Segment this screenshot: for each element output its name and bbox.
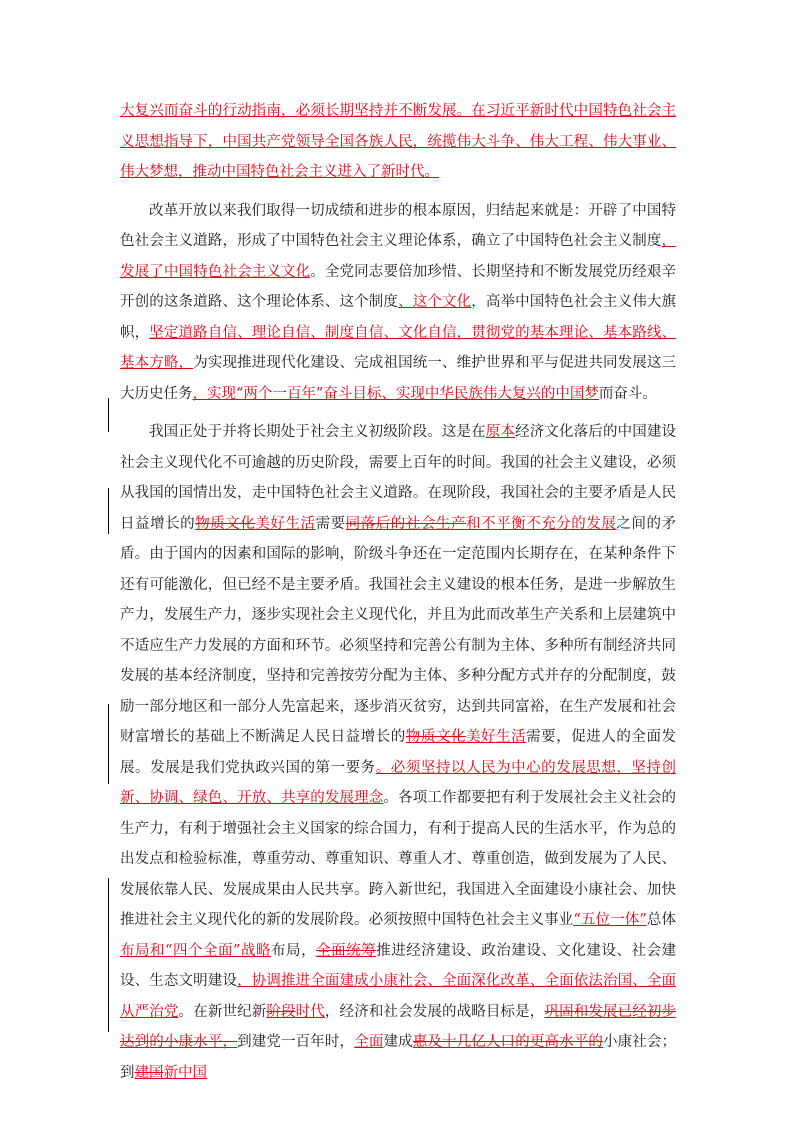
text-run: 为实现推进现代化建设、完成祖国统一、维护世界和平与促进共同发展这三大历史任务 — [120, 355, 677, 402]
text-run: 到建党一百年时， — [237, 1034, 355, 1050]
inserted-text: 美好生活 — [465, 729, 527, 745]
inserted-text: ，实现“两个一百年”奋斗目标、实现中华民族伟大复兴的中国梦 — [192, 385, 599, 402]
text-run: 。全党同志要倍加珍惜、长期坚持和不断发展党历经艰辛开创的这条道路、这个理论体系、这个制度 — [120, 263, 677, 310]
revision-bar — [108, 704, 109, 784]
inserted-text: 新中国 — [163, 1064, 207, 1081]
paragraph — [120, 96, 676, 188]
text-run: 建成 — [383, 1034, 413, 1050]
inserted-text: 坚定道路自信、理论自信、制度自信、文化自信，贯彻党的基本理论、基本路线、基本方略， — [120, 324, 677, 371]
text-run: 需要 — [315, 515, 346, 532]
inserted-text: ，协调推进全面建成小康社会、全面深化改革、全面依法治国、全面从严治党 — [120, 973, 677, 1020]
text-run: 之间的矛盾。由于国内的因素和国际的影响，阶级斗争还在一定范围内长期存在，在某种条件下还有可能激化，但已经不是主要矛盾。我国社会主义建设的根本任务，是进一步解放生产力，发展生产力，逐步实现社会主义现代化，并且为此而改革生产关系和上层建筑中不适应生产力发展的方面和环节。必须坚持和完善公有制为主体、多种所有制经济共同发展的基本经济制度，坚持和完善按劳分配为主体、多种分配方式并存的分配制度，鼓励一部分地区和一部分人先富起来，逐步消灭贫穷，达到共同富裕，在生产发展和社会财富增长的基础上不断满足人民日益增长的 — [120, 515, 677, 745]
inserted-text: 全面 — [354, 1034, 384, 1050]
deleted-text: 全面统筹 — [316, 942, 377, 959]
inserted-text: 美好生活 — [255, 515, 316, 532]
paragraph — [120, 417, 676, 1088]
deleted-text: 巩固和发展已经初步达到的小康水平， — [120, 1003, 677, 1050]
revision-bar — [108, 398, 109, 432]
text-run: 改革开放以来我们取得一切成绩和进步的根本原因，归结起来就是：开辟了中国特色社会主义道路，形成了中国特色社会主义理论体系，确立了中国特色社会主义制度 — [120, 202, 676, 249]
inserted-text: “五位一体” — [573, 912, 647, 928]
inserted-text: 大复兴而奋斗的行动指南，必须长期坚持并不断发展。在习近平新时代中国特色社会主义思想指导下，中国共产党领导全国各族人民，统揽伟大斗争、伟大工程、伟大事业、伟大梦想，推动中国特色社会主义进入了新时代。 — [120, 103, 676, 180]
text-run: 我国正处于并将长期处于社会主义初级阶段。这是在 — [149, 424, 486, 440]
paragraph — [120, 196, 676, 410]
text-run: 。各项工作都要把有利于发展社会主义社会的生产力，有利于增强社会主义国家的综合国力，有利于提高人民的生活水平，作为总的出发点和检验标准，尊重劳动、尊重知识、尊重人才、尊重创造，做到发展为了人民、发展依靠人民、发展成果由人民共享。跨入新世纪，我国进入全面建设小康社会、加快推进社会主义现代化的新的发展阶段。必须按照中国特色社会主义事业 — [120, 790, 677, 928]
document-body — [120, 96, 676, 1096]
inserted-text: ，发展了中国特色社会主义文化 — [120, 233, 676, 280]
text-run: ，高举中国特色社会主义伟大旗帜， — [120, 294, 677, 341]
inserted-text: 。必须坚持以人民为中心的发展思想，坚持创新、协调、绿色、开放、共享的发展理念 — [120, 759, 677, 806]
inserted-text: 和不平衡不充分的发展 — [466, 515, 617, 532]
deleted-text: 建国 — [134, 1064, 164, 1081]
deleted-text: 阶段 — [266, 1003, 296, 1020]
deleted-text: 物质文化 — [195, 515, 256, 532]
deleted-text: 物质文化 — [405, 729, 466, 745]
inserted-text: 时代 — [295, 1003, 325, 1020]
text-run: 小康社会；到 — [120, 1034, 677, 1081]
deleted-text: 同落后的社会生产 — [345, 515, 466, 532]
text-run: 总体 — [646, 912, 677, 928]
text-run: ，经济和社会发展的战略目标是， — [324, 1003, 545, 1020]
text-run: 而奋斗。 — [598, 385, 657, 402]
inserted-text: 、这个文化 — [398, 294, 472, 310]
text-run: 经济文化落后的中国建设社会主义现代化不可逾越的历史阶段，需要上百年的时间。我国的社会主义建设，必须从我国的国情出发，走中国特色社会主义道路。在现阶段，我国社会的主要矛盾是人民日益增长的 — [120, 424, 677, 532]
deleted-text: 惠及十几亿人口的更高水平的 — [412, 1034, 604, 1050]
inserted-text: 原本 — [485, 424, 516, 440]
text-run: 。在新世纪新 — [178, 1003, 267, 1020]
text-run: 布局， — [271, 942, 317, 959]
revision-bar — [108, 488, 109, 534]
inserted-text: 布局和“四个全面”战略 — [120, 942, 272, 959]
text-run: 推进经济建设、政治建设、文化建设、社会建设、生态文明建设 — [120, 942, 677, 989]
revision-bar — [108, 878, 109, 1032]
text-run: 需要，促进人的全面发展。发展是我们党执政兴国的第一要务 — [120, 729, 677, 776]
